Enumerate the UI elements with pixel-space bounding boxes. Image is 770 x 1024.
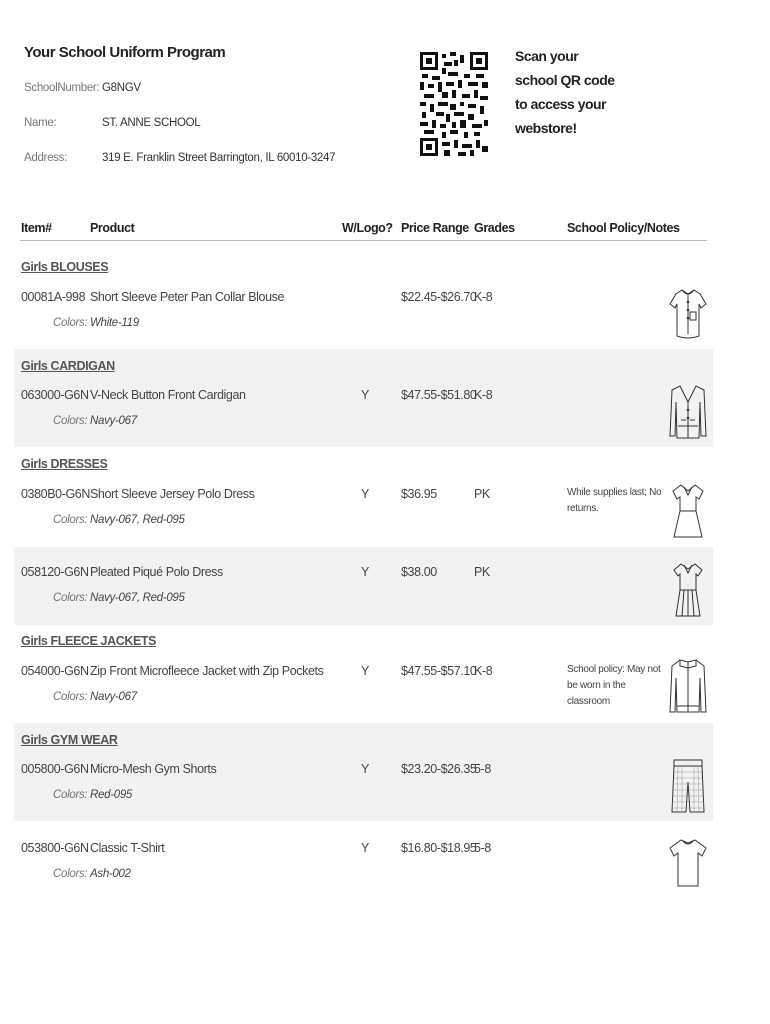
category-heading: Girls CARDIGAN [21,359,115,373]
category-heading: Girls GYM WEAR [21,733,118,747]
colors-label: Colors: [53,691,88,703]
page-title: Your School Uniform Program [24,44,226,61]
product-name: Short Sleeve Jersey Polo Dress [90,487,255,501]
colors-value: Navy-067 [90,415,137,427]
category-heading: Girls FLEECE JACKETS [21,634,157,648]
colors-label: Colors: [53,868,88,880]
logo-flag: Y [361,487,369,501]
header-divider [20,240,707,241]
item-number: 058120-G6N [21,565,89,579]
policy-note: While supplies last; No returns. [567,487,662,514]
colors-label: Colors: [53,415,88,427]
colors-label: Colors: [53,592,88,604]
pleated-dress-icon[interactable] [670,560,706,625]
qr-text-line: school QR code [515,72,615,88]
logo-flag: Y [361,841,369,855]
grades: K-8 [474,388,493,402]
item-number: 054000-G6N [21,664,89,678]
item-number: 053800-G6N [21,841,89,855]
item-number: 00081A-998 [21,290,86,304]
colors-label: Colors: [53,317,88,329]
colors-label: Colors: [53,514,88,526]
qr-text-line: to access your [515,96,607,112]
colors-label: Colors: [53,789,88,801]
product-name: Classic T-Shirt [90,841,165,855]
product-name: Zip Front Microfleece Jacket with Zip Pockets [90,664,324,678]
colors-value: Navy-067 [90,691,137,703]
blouse-icon[interactable] [668,286,708,347]
product-name: Pleated Piqué Polo Dress [90,565,223,579]
item-number: 063000-G6N [21,388,89,402]
school-name-value: ST. ANNE SCHOOL [102,117,201,129]
product-name: Short Sleeve Peter Pan Collar Blouse [90,290,285,304]
column-header-price: Price Range [401,221,469,235]
logo-flag: Y [361,388,369,402]
qr-text-line: Scan your [515,48,579,64]
product-name: Micro-Mesh Gym Shorts [90,762,217,776]
address-value: 319 E. Franklin Street Barrington, IL 60010-3247 [102,152,336,164]
item-number: 005800-G6N [21,762,89,776]
school-number-value: G8NGV [102,82,141,94]
gym-shorts-icon[interactable] [670,756,706,821]
school-number-label: SchoolNumber: [24,82,100,94]
grades: 5-8 [474,762,491,776]
cardigan-icon[interactable] [668,382,708,447]
qr-text-line: webstore! [515,120,577,136]
grades: PK [474,565,490,579]
price-range: $47.55-$57.10 [401,664,477,678]
colors-value: Ash-002 [90,868,131,880]
logo-flag: Y [361,565,369,579]
category-heading: Girls DRESSES [21,457,108,471]
school-name-label: Name: [24,117,57,129]
polo-dress-icon[interactable] [668,481,708,546]
grades: PK [474,487,490,501]
colors-value: Navy-067, Red-095 [90,514,185,526]
grades: K-8 [474,664,493,678]
logo-flag: Y [361,664,369,678]
qr-instruction [515,44,635,140]
policy-note: School policy: May not be worn in the classroom [567,664,661,707]
price-range: $16.80-$18.95 [401,841,477,855]
product-name: V-Neck Button Front Cardigan [90,388,246,402]
grades: 5-8 [474,841,491,855]
fleece-jacket-icon[interactable] [668,656,708,721]
grades: K-8 [474,290,493,304]
price-range: $38.00 [401,565,437,579]
column-header-notes: School Policy/Notes [567,221,680,235]
column-header-product: Product [90,221,135,235]
colors-value: Red-095 [90,789,133,801]
item-number: 0380B0-G6N [21,487,90,501]
colors-value: White-119 [90,317,139,329]
row-band [14,547,713,625]
colors-value: Navy-067, Red-095 [90,592,185,604]
column-header-logo: W/Logo? [342,221,393,235]
price-range: $36.95 [401,487,437,501]
logo-flag: Y [361,762,369,776]
price-range: $23.20-$26.35 [401,762,477,776]
price-range: $47.55-$51.80 [401,388,477,402]
tshirt-icon[interactable] [668,836,708,897]
category-heading: Girls BLOUSES [21,260,109,274]
qr-code-icon[interactable] [420,52,488,156]
column-header-grades: Grades [474,221,515,235]
address-label: Address: [24,152,67,164]
price-range: $22.45-$26.70 [401,290,477,304]
column-header-item: Item# [21,221,52,235]
